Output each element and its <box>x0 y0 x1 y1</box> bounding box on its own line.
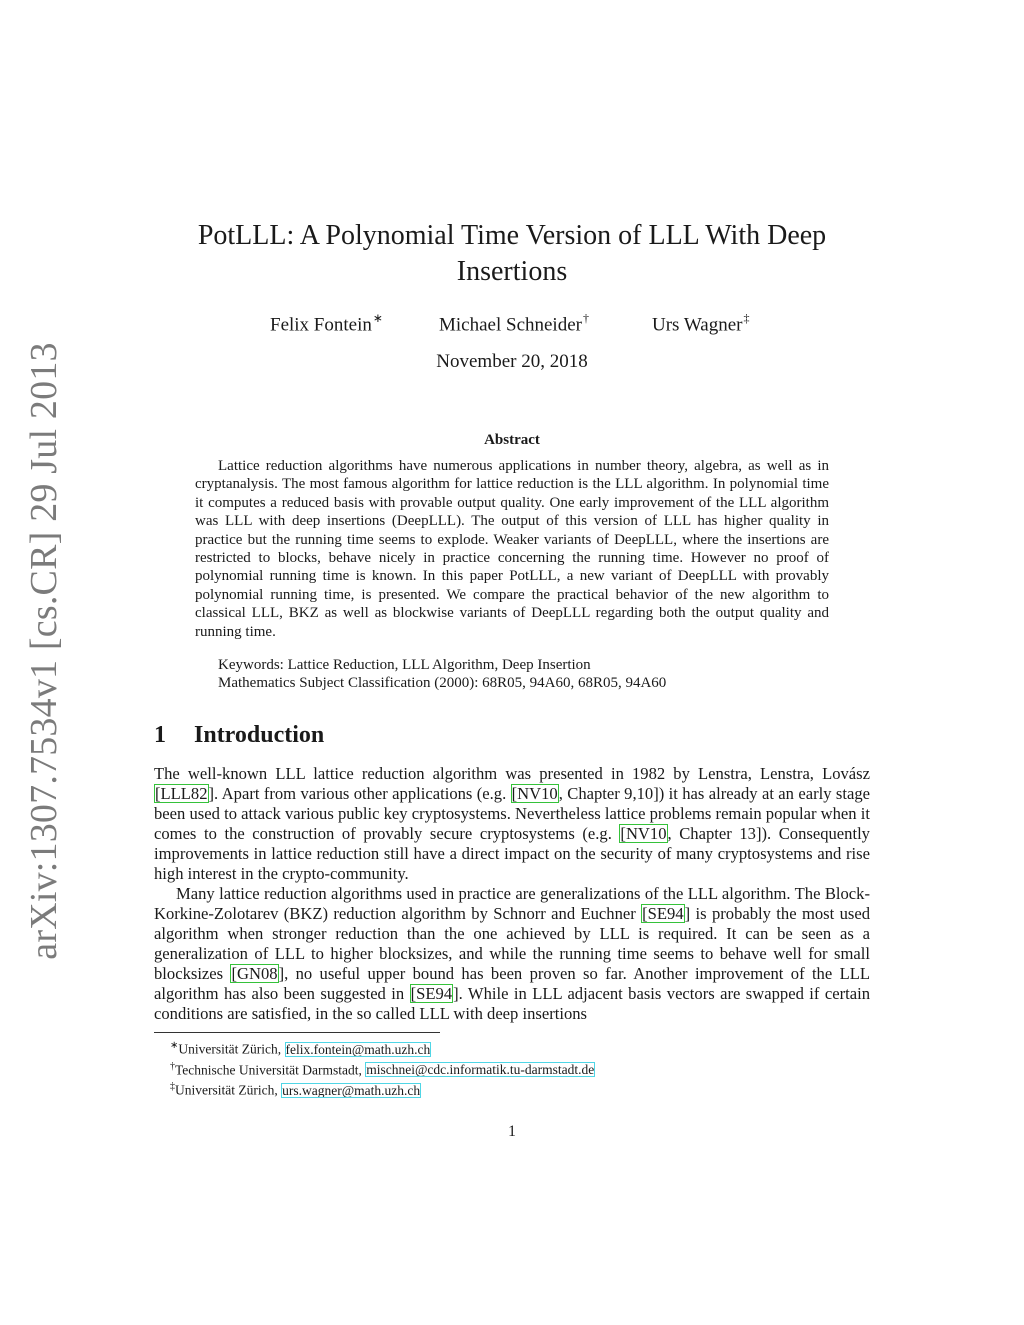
citation-link[interactable]: [SE94 <box>642 904 684 923</box>
citation-link[interactable]: [LLL82 <box>155 784 208 803</box>
page-number: 1 <box>508 1123 516 1140</box>
abstract-heading: Abstract <box>484 432 540 448</box>
text-run: ] is probably the most used algorithm when stronger reduction than the one achieved by LLL is required. It can be seen as a generalization of LLL to higher blocksizes, and while the running time seems to behave well for small blocksizes <box>154 904 870 983</box>
citation-link[interactable]: [GN08 <box>231 964 278 983</box>
text-run: , Chapter 9,10]) it has already at an early stage been used to attack various public key cryptosystems. Nevertheless lattice problems remain popular when it comes to the construction of provably secure cryptosystems (e.g. <box>154 784 870 843</box>
author-mark: ‡ <box>743 311 750 325</box>
text-run: ]. Apart from various other applications (e.g. <box>208 784 511 803</box>
author-name: Michael Schneider <box>439 314 582 336</box>
footnote-affiliation: Universität Zürich, <box>175 1082 282 1098</box>
text-run: The well-known LLL lattice reduction algorithm was presented in 1982 by Lenstra, Lenstra, Lovász <box>154 764 870 783</box>
author-name: Felix Fontein <box>270 314 372 336</box>
intro-paragraph-2 <box>154 884 870 1024</box>
author-name: Urs Wagner <box>652 314 743 336</box>
author-mark: † <box>582 311 589 325</box>
arxiv-stamp <box>0 0 72 1325</box>
keywords: Keywords: Lattice Reduction, LLL Algorithm, Deep Insertion <box>218 657 591 673</box>
footnote-3 <box>154 1078 870 1099</box>
arxiv-id: arXiv:1307.7534v1 [cs.CR] 29 Jul 2013 <box>23 342 65 960</box>
section-heading <box>154 722 324 749</box>
section-title: Introduction <box>194 722 325 748</box>
author-3 <box>652 312 749 336</box>
keywords-block <box>218 656 829 693</box>
email-link[interactable]: urs.wagner@math.uzh.ch <box>282 1082 421 1098</box>
paper-date: November 20, 2018 <box>436 351 588 372</box>
footnote-rule <box>154 1032 440 1033</box>
footnote-mark: † <box>170 1060 175 1072</box>
footnote-mark: ‡ <box>170 1081 175 1092</box>
email-link[interactable]: mischnei@cdc.informatik.tu-darmstadt.de <box>366 1062 595 1077</box>
footnote-mark: ∗ <box>170 1040 179 1051</box>
citation-link[interactable]: [NV10 <box>620 824 667 843</box>
citation-link[interactable]: [NV10 <box>511 784 558 803</box>
footnote-affiliation: Technische Universität Darmstadt, <box>175 1062 366 1077</box>
author-1 <box>270 312 383 336</box>
email-link[interactable]: felix.fontein@math.uzh.ch <box>285 1041 431 1057</box>
text-run: , Chapter 13]). Consequently improvements in lattice reduction still have a direct impact on the security of many cryptosystems and rise high interest in the crypto-community. <box>154 824 870 883</box>
text-run: ], no useful upper bound has been proven so far. Another improvement of the LLL algorithm has also been suggested in <box>154 964 870 1003</box>
intro-paragraph-1 <box>154 764 870 884</box>
section-number: 1 <box>154 722 166 748</box>
author-2 <box>439 312 589 336</box>
abstract-text: Lattice reduction algorithms have numerous applications in number theory, algebra, as well as in cryptanalysis. The most famous algorithm for lattice reduction is the LLL algorithm. In polynomial time it computes a reduced basis with provable output quality. One early improvement of the LLL algorithm was LLL with deep insertions (DeepLLL). The output of this version of LLL has higher quality in practice but the running time seems to explode. Weaker variants of DeepLLL, where the insertions are restricted to blocks, behave nicely in practice concerning the running time. However no proof of polynomial running time is known. In this paper PotLLL, a new variant of DeepLLL with provably polynomial running time, is presented. We compare the practical behavior of the new algorithm to classical LLL, BKZ as well as blockwise variants of DeepLLL regarding both the output quality and running time. <box>195 458 829 640</box>
author-list <box>154 312 870 338</box>
author-mark: ∗ <box>372 311 383 325</box>
footnote-2 <box>154 1058 870 1079</box>
msc-classification: Mathematics Subject Classification (2000): 68R05, 94A60, 68R05, 94A60 <box>218 675 667 692</box>
text-run: ]. While in LLL adjacent basis vectors are swapped if certain conditions are satisfied, in the so called LLL with deep insertions <box>154 984 870 1023</box>
footnote-affiliation: Universität Zürich, <box>178 1041 285 1057</box>
paper-title: PotLLL: A Polynomial Time Version of LLL With Deep Insertions <box>197 220 827 287</box>
citation-link[interactable]: [SE94 <box>410 984 453 1003</box>
text-run: Many lattice reduction algorithms used in practice are generalizations of the LLL algorithm. The Block-Korkine-Zolotarev (BKZ) reduction algorithm by Schnorr and Euchner <box>154 884 870 923</box>
footnotes <box>154 1037 870 1099</box>
footnote-1 <box>154 1037 870 1058</box>
